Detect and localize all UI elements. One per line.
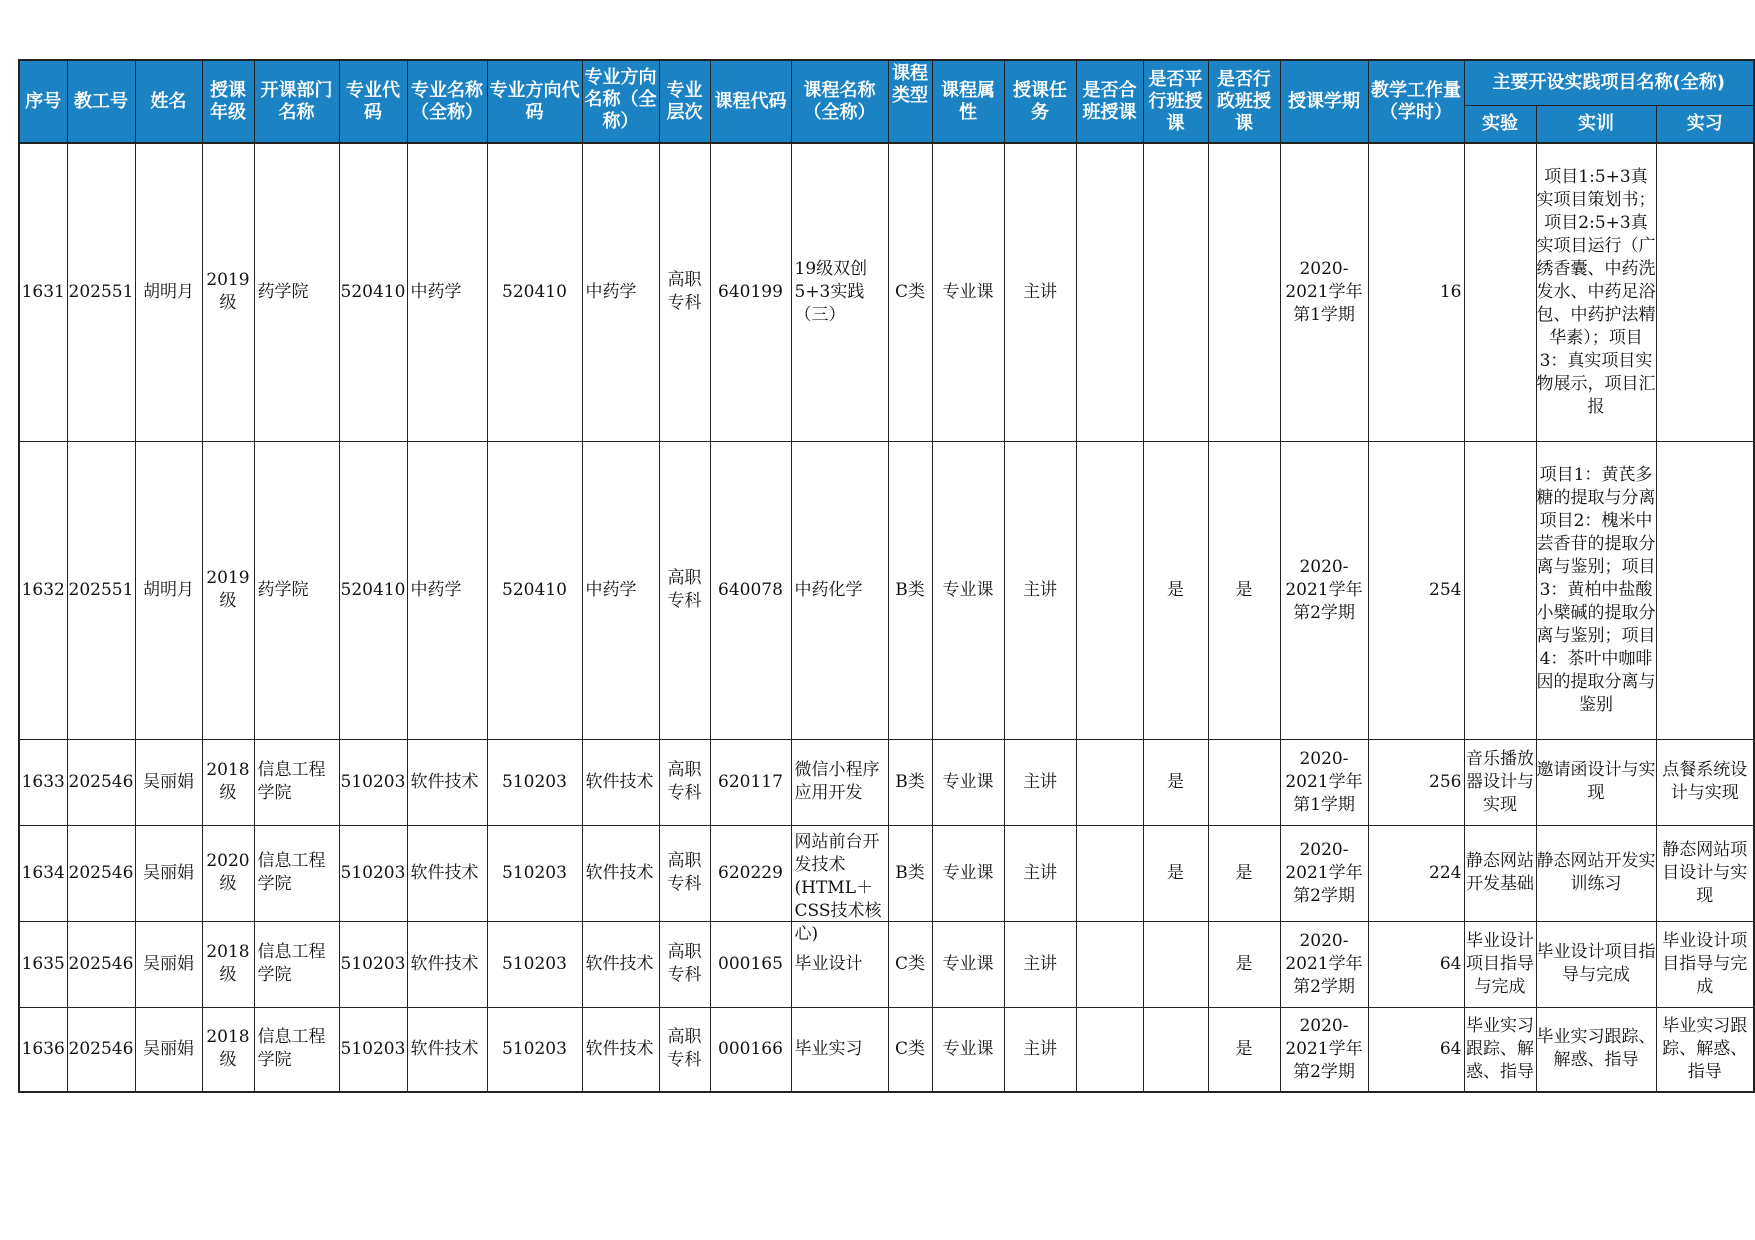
combined-cell [1076, 921, 1143, 1007]
course-name-cell [791, 739, 888, 825]
grade-cell-text: 2018级 [206, 1027, 250, 1071]
table-header [19, 60, 1754, 143]
combined-cell [1076, 441, 1143, 739]
level-cell [659, 1007, 710, 1092]
combined-cell [1076, 739, 1143, 825]
term-cell-text: 2020-2021学年第1学期 [1285, 748, 1363, 815]
course-attr-cell-text: 专业课 [942, 771, 994, 792]
course-name-cell-text: 网站前台开发技术(HTML＋CSS技术核心) [794, 832, 882, 944]
workload-cell [1368, 825, 1464, 921]
practice-experiment-cell [1464, 739, 1536, 825]
seq-cell [19, 441, 67, 739]
direction-code-cell-text: 520410 [502, 579, 567, 600]
header-course-code: 课程代码 [710, 60, 791, 143]
name-cell [135, 441, 202, 739]
course-attr-cell-text: 专业课 [942, 579, 994, 600]
admin-cell [1208, 921, 1280, 1007]
parallel-cell [1143, 441, 1208, 739]
practice-experiment-cell [1464, 825, 1536, 921]
major-name-cell [407, 825, 487, 921]
parallel-cell [1143, 1007, 1208, 1092]
workload-cell [1368, 739, 1464, 825]
course-name-cell-text: 毕业实习 [794, 1038, 863, 1059]
practice-internship-cell [1656, 1007, 1754, 1092]
workload-cell-text: 256 [1429, 771, 1462, 792]
name-cell-text: 胡明月 [143, 579, 194, 600]
table-row [19, 143, 1754, 441]
dept-cell-text: 信息工程学院 [257, 1027, 326, 1071]
course-code-cell [710, 825, 791, 921]
dept-cell [254, 825, 339, 921]
practice-internship-cell [1656, 921, 1754, 1007]
seq-cell [19, 921, 67, 1007]
practice-training-cell [1536, 1007, 1656, 1092]
direction-code-cell [487, 441, 582, 739]
practice-experiment-cell [1464, 1007, 1536, 1092]
header-major-code: 专业代码 [339, 60, 407, 143]
major-name-cell [407, 739, 487, 825]
workload-cell-text: 254 [1429, 579, 1462, 600]
task-cell-text: 主讲 [1023, 281, 1057, 302]
header-term: 授课学期 [1280, 60, 1368, 143]
major-code-cell-text: 510203 [340, 862, 406, 883]
major-name-cell [407, 921, 487, 1007]
term-cell-text: 2020-2021学年第1学期 [1285, 258, 1363, 325]
header-grade: 授课年级 [202, 60, 254, 143]
teacher-id-cell-text: 202551 [68, 281, 134, 302]
major-code-cell [339, 441, 407, 739]
admin-cell-text: 是 [1235, 579, 1253, 600]
level-cell-text: 高职专科 [667, 942, 702, 985]
header-workload: 教学工作量（学时） [1368, 60, 1464, 143]
seq-cell-text: 1634 [21, 862, 65, 883]
teacher-id-cell-text: 202546 [68, 862, 134, 883]
direction-code-cell-text: 520410 [502, 281, 567, 302]
teacher-id-cell-text: 202551 [68, 579, 134, 600]
name-cell-text: 吴丽娟 [143, 862, 194, 883]
name-cell [135, 739, 202, 825]
direction-name-cell-text: 软件技术 [585, 953, 654, 974]
workload-cell [1368, 921, 1464, 1007]
practice-training-cell [1536, 739, 1656, 825]
name-cell-text: 吴丽娟 [143, 953, 194, 974]
header-dept: 开课部门名称 [254, 60, 339, 143]
major-name-cell [407, 143, 487, 441]
task-cell-text: 主讲 [1023, 953, 1057, 974]
course-attr-cell [932, 825, 1004, 921]
dept-cell-text: 药学院 [257, 579, 309, 600]
workload-cell [1368, 143, 1464, 441]
header-practice-group: 主要开设实践项目名称(全称) [1464, 60, 1754, 105]
term-cell [1280, 441, 1368, 739]
dept-cell-text: 信息工程学院 [257, 851, 326, 894]
major-name-cell-text: 中药学 [410, 579, 462, 600]
admin-cell-text: 是 [1235, 1038, 1253, 1059]
direction-name-cell-text: 软件技术 [585, 862, 654, 883]
teacher-id-cell-text: 202546 [68, 1038, 134, 1059]
course-code-cell-text: 640078 [718, 579, 783, 600]
task-cell [1004, 739, 1076, 825]
header-name: 姓名 [135, 60, 202, 143]
grade-cell-text: 2020级 [206, 851, 250, 894]
header-course-type-text: 课程类型 [892, 62, 928, 106]
header-practice-training: 实训 [1536, 105, 1656, 143]
course-name-cell-text: 微信小程序应用开发 [794, 760, 880, 803]
admin-cell-text: 是 [1235, 862, 1253, 883]
direction-name-cell [582, 1007, 659, 1092]
course-type-cell [888, 143, 932, 441]
teacher-id-cell [67, 441, 135, 739]
course-code-cell-text: 620229 [718, 862, 783, 883]
direction-code-cell-text: 510203 [502, 862, 567, 883]
dept-cell-text: 信息工程学院 [257, 760, 326, 803]
major-code-cell [339, 1007, 407, 1092]
practice-training-cell [1536, 143, 1656, 441]
term-cell [1280, 143, 1368, 441]
practice-internship-cell [1656, 739, 1754, 825]
task-cell-text: 主讲 [1023, 862, 1057, 883]
course-name-cell-text: 中药化学 [794, 579, 863, 600]
parallel-cell [1143, 739, 1208, 825]
header-level: 专业层次 [659, 60, 710, 143]
header-practice-internship: 实习 [1656, 105, 1754, 143]
seq-cell-text: 1636 [21, 1038, 65, 1059]
task-cell-text: 主讲 [1023, 579, 1057, 600]
grade-cell [202, 143, 254, 441]
major-code-cell-text: 520410 [340, 579, 406, 600]
direction-name-cell-text: 中药学 [585, 281, 637, 302]
parallel-cell [1143, 825, 1208, 921]
dept-cell-text: 药学院 [257, 281, 309, 302]
major-code-cell [339, 825, 407, 921]
parallel-cell [1143, 921, 1208, 1007]
direction-name-cell [582, 825, 659, 921]
course-attr-cell-text: 专业课 [942, 953, 994, 974]
teacher-id-cell [67, 825, 135, 921]
major-name-cell-text: 软件技术 [410, 1038, 479, 1059]
teacher-id-cell [67, 143, 135, 441]
major-name-cell-text: 软件技术 [410, 862, 479, 883]
level-cell-text: 高职专科 [667, 270, 702, 314]
header-direction-name [582, 60, 659, 143]
teacher-id-cell-text: 202546 [68, 771, 134, 792]
course-code-cell [710, 143, 791, 441]
level-cell-text: 高职专科 [667, 568, 702, 611]
practice-internship-cell [1656, 143, 1754, 441]
practice-experiment-cell [1464, 441, 1536, 739]
major-code-cell-text: 510203 [340, 771, 406, 792]
task-cell [1004, 921, 1076, 1007]
admin-cell [1208, 739, 1280, 825]
course-attr-cell-text: 专业课 [942, 281, 994, 302]
header-teacher-id: 教工号 [67, 60, 135, 143]
seq-cell [19, 825, 67, 921]
grade-cell-text: 2018级 [206, 760, 250, 803]
course-code-cell [710, 739, 791, 825]
grade-cell-text: 2019级 [206, 270, 250, 314]
term-cell-text: 2020-2021学年第2学期 [1285, 839, 1363, 906]
practice-experiment-cell-text: 毕业实习跟踪、解惑、指导 [1466, 1015, 1534, 1082]
direction-code-cell [487, 143, 582, 441]
term-cell-text: 2020-2021学年第2学期 [1285, 556, 1363, 623]
direction-code-cell-text: 510203 [502, 771, 567, 792]
practice-internship-cell-text: 点餐系统设计与实现 [1662, 760, 1748, 803]
course-name-cell-text: 毕业设计 [794, 953, 863, 974]
header-direction-code: 专业方向代码 [487, 60, 582, 143]
practice-internship-cell-text: 毕业设计项目指导与完成 [1662, 930, 1748, 997]
course-type-cell-text: C类 [894, 281, 925, 302]
parallel-cell-text: 是 [1167, 579, 1184, 600]
seq-cell [19, 1007, 67, 1092]
major-code-cell-text: 510203 [340, 1038, 406, 1059]
course-attr-cell [932, 739, 1004, 825]
header-practice-experiment: 实验 [1464, 105, 1536, 143]
seq-cell-text: 1631 [21, 281, 65, 302]
teaching-task-table [18, 59, 1755, 1093]
major-code-cell-text: 520410 [340, 281, 406, 302]
name-cell [135, 921, 202, 1007]
table-row [19, 1007, 1754, 1092]
course-code-cell [710, 441, 791, 739]
major-code-cell [339, 921, 407, 1007]
task-cell [1004, 441, 1076, 739]
task-cell [1004, 825, 1076, 921]
course-attr-cell [932, 143, 1004, 441]
course-name-cell-text: 19级双创5+3实践（三） [794, 258, 868, 325]
practice-training-cell-text: 项目1:5+3真实项目策划书；项目2:5+3真实项目运行（广绣香囊、中药洗发水、中药足浴包、中药护法精华素）；项目3：真实项目实物展示，项目汇报 [1536, 166, 1656, 417]
header-major-name: 专业名称（全称） [407, 60, 487, 143]
task-cell [1004, 1007, 1076, 1092]
major-name-cell-text: 软件技术 [410, 771, 479, 792]
level-cell [659, 921, 710, 1007]
practice-experiment-cell-text: 毕业设计项目指导与完成 [1466, 930, 1534, 997]
table-row [19, 441, 1754, 739]
term-cell-text: 2020-2021学年第2学期 [1285, 930, 1363, 997]
grade-cell-text: 2018级 [206, 942, 250, 985]
direction-code-cell [487, 825, 582, 921]
dept-cell [254, 921, 339, 1007]
name-cell [135, 1007, 202, 1092]
workload-cell-text: 64 [1439, 953, 1462, 974]
direction-name-cell-text: 软件技术 [585, 1038, 654, 1059]
major-name-cell-text: 中药学 [410, 281, 462, 302]
table-row [19, 825, 1754, 921]
term-cell [1280, 739, 1368, 825]
direction-name-cell-text: 中药学 [585, 579, 637, 600]
teacher-id-cell-text: 202546 [68, 953, 134, 974]
course-attr-cell-text: 专业课 [942, 862, 994, 883]
term-cell [1280, 825, 1368, 921]
practice-training-cell-text: 项目1：黄芪多糖的提取与分离 项目2：槐米中芸香苷的提取分离与鉴别；项目3：黄柏中盐酸小檗碱的提取分离与鉴别；项目4：茶叶中咖啡因的提取分离与鉴别 [1536, 464, 1656, 715]
header-direction-name-text: 专业方向名称（全称） [584, 66, 657, 132]
header-combined: 是否合班授课 [1076, 60, 1143, 143]
course-name-cell [791, 825, 888, 944]
practice-training-cell [1536, 825, 1656, 921]
major-code-cell [339, 143, 407, 441]
direction-name-cell [582, 143, 659, 441]
level-cell-text: 高职专科 [667, 760, 702, 803]
dept-cell-text: 信息工程学院 [257, 942, 326, 985]
course-type-cell [888, 441, 932, 739]
direction-code-cell [487, 921, 582, 1007]
header-course-name: 课程名称（全称） [791, 60, 888, 143]
practice-training-cell [1536, 441, 1656, 739]
grade-cell [202, 921, 254, 1007]
grade-cell [202, 825, 254, 921]
dept-cell [254, 1007, 339, 1092]
course-type-cell [888, 921, 932, 1007]
practice-training-cell-text: 静态网站开发实训练习 [1536, 851, 1656, 894]
course-code-cell-text: 620117 [718, 771, 783, 792]
practice-internship-cell [1656, 825, 1754, 921]
dept-cell [254, 441, 339, 739]
name-cell-text: 吴丽娟 [143, 771, 194, 792]
seq-cell-text: 1632 [21, 579, 65, 600]
course-type-cell-text: B类 [895, 771, 925, 792]
combined-cell [1076, 1007, 1143, 1092]
practice-internship-cell-text: 毕业实习跟踪、解惑、指导 [1662, 1015, 1748, 1082]
practice-experiment-cell [1464, 143, 1536, 441]
grade-cell [202, 739, 254, 825]
course-name-cell [791, 441, 888, 739]
dept-cell [254, 739, 339, 825]
grade-cell-text: 2019级 [206, 568, 250, 611]
major-name-cell [407, 1007, 487, 1092]
practice-experiment-cell-text: 静态网站开发基础 [1466, 851, 1534, 894]
course-type-cell-text: C类 [894, 1038, 925, 1059]
direction-name-cell [582, 441, 659, 739]
dept-cell [254, 143, 339, 441]
direction-name-cell [582, 921, 659, 1007]
table-row [19, 739, 1754, 825]
table-body [19, 143, 1754, 1092]
admin-cell-text: 是 [1235, 953, 1253, 974]
teacher-id-cell [67, 1007, 135, 1092]
name-cell [135, 825, 202, 921]
direction-code-cell [487, 739, 582, 825]
header-seq: 序号 [19, 60, 67, 143]
practice-training-cell-text: 邀请函设计与实现 [1536, 760, 1656, 803]
direction-code-cell-text: 510203 [502, 953, 567, 974]
course-code-cell [710, 921, 791, 1007]
teacher-id-cell [67, 739, 135, 825]
task-cell-text: 主讲 [1023, 771, 1057, 792]
combined-cell [1076, 143, 1143, 441]
task-cell-text: 主讲 [1023, 1038, 1057, 1059]
admin-cell [1208, 441, 1280, 739]
major-code-cell [339, 739, 407, 825]
course-type-cell [888, 825, 932, 921]
practice-internship-cell-text: 静态网站项目设计与实现 [1662, 839, 1748, 906]
seq-cell [19, 143, 67, 441]
course-code-cell-text: 000165 [718, 953, 783, 974]
course-attr-cell [932, 921, 1004, 1007]
course-attr-cell [932, 1007, 1004, 1092]
course-attr-cell [932, 441, 1004, 739]
major-code-cell-text: 510203 [340, 953, 406, 974]
practice-internship-cell [1656, 441, 1754, 739]
direction-code-cell-text: 510203 [502, 1038, 567, 1059]
seq-cell-text: 1633 [21, 771, 65, 792]
seq-cell [19, 739, 67, 825]
level-cell-text: 高职专科 [667, 1027, 702, 1071]
course-type-cell [888, 1007, 932, 1092]
course-type-cell-text: B类 [895, 579, 925, 600]
practice-training-cell-text: 毕业设计项目指导与完成 [1536, 942, 1656, 985]
grade-cell [202, 1007, 254, 1092]
term-cell [1280, 1007, 1368, 1092]
course-code-cell-text: 640199 [718, 281, 783, 302]
table-row [19, 921, 1754, 1007]
header-course-attr: 课程属性 [932, 60, 1004, 143]
term-cell-text: 2020-2021学年第2学期 [1285, 1015, 1363, 1082]
teacher-id-cell [67, 921, 135, 1007]
practice-experiment-cell [1464, 921, 1536, 1007]
major-name-cell-text: 软件技术 [410, 953, 479, 974]
header-admin: 是否行政班授课 [1208, 60, 1280, 143]
practice-training-cell-text: 毕业实习跟踪、解惑、指导 [1536, 1027, 1656, 1071]
name-cell-text: 胡明月 [143, 281, 194, 302]
level-cell [659, 441, 710, 739]
course-type-cell [888, 739, 932, 825]
course-code-cell [710, 1007, 791, 1092]
practice-training-cell [1536, 921, 1656, 1007]
header-parallel: 是否平行班授课 [1143, 60, 1208, 143]
direction-name-cell-text: 软件技术 [585, 771, 654, 792]
level-cell [659, 143, 710, 441]
parallel-cell-text: 是 [1167, 771, 1184, 792]
admin-cell [1208, 825, 1280, 921]
name-cell-text: 吴丽娟 [143, 1038, 194, 1059]
workload-cell [1368, 1007, 1464, 1092]
level-cell [659, 825, 710, 921]
term-cell [1280, 921, 1368, 1007]
workload-cell-text: 64 [1439, 1038, 1462, 1059]
level-cell-text: 高职专科 [667, 851, 702, 894]
major-name-cell [407, 441, 487, 739]
level-cell [659, 739, 710, 825]
course-type-cell-text: C类 [894, 953, 925, 974]
task-cell [1004, 143, 1076, 441]
direction-name-cell [582, 739, 659, 825]
name-cell [135, 143, 202, 441]
course-attr-cell-text: 专业课 [942, 1038, 994, 1059]
admin-cell [1208, 143, 1280, 441]
combined-cell [1076, 825, 1143, 921]
seq-cell-text: 1635 [21, 953, 65, 974]
parallel-cell-text: 是 [1167, 862, 1184, 883]
header-course-type [888, 60, 932, 143]
workload-cell [1368, 441, 1464, 739]
practice-experiment-cell-text: 音乐播放器设计与实现 [1466, 748, 1534, 815]
workload-cell-text: 16 [1439, 281, 1462, 302]
course-name-cell [791, 143, 888, 441]
header-task: 授课任务 [1004, 60, 1076, 143]
course-type-cell-text: B类 [895, 862, 925, 883]
course-code-cell-text: 000166 [718, 1038, 783, 1059]
course-name-cell [791, 1007, 888, 1092]
grade-cell [202, 441, 254, 739]
parallel-cell [1143, 143, 1208, 441]
admin-cell [1208, 1007, 1280, 1092]
workload-cell-text: 224 [1429, 862, 1462, 883]
direction-code-cell [487, 1007, 582, 1092]
